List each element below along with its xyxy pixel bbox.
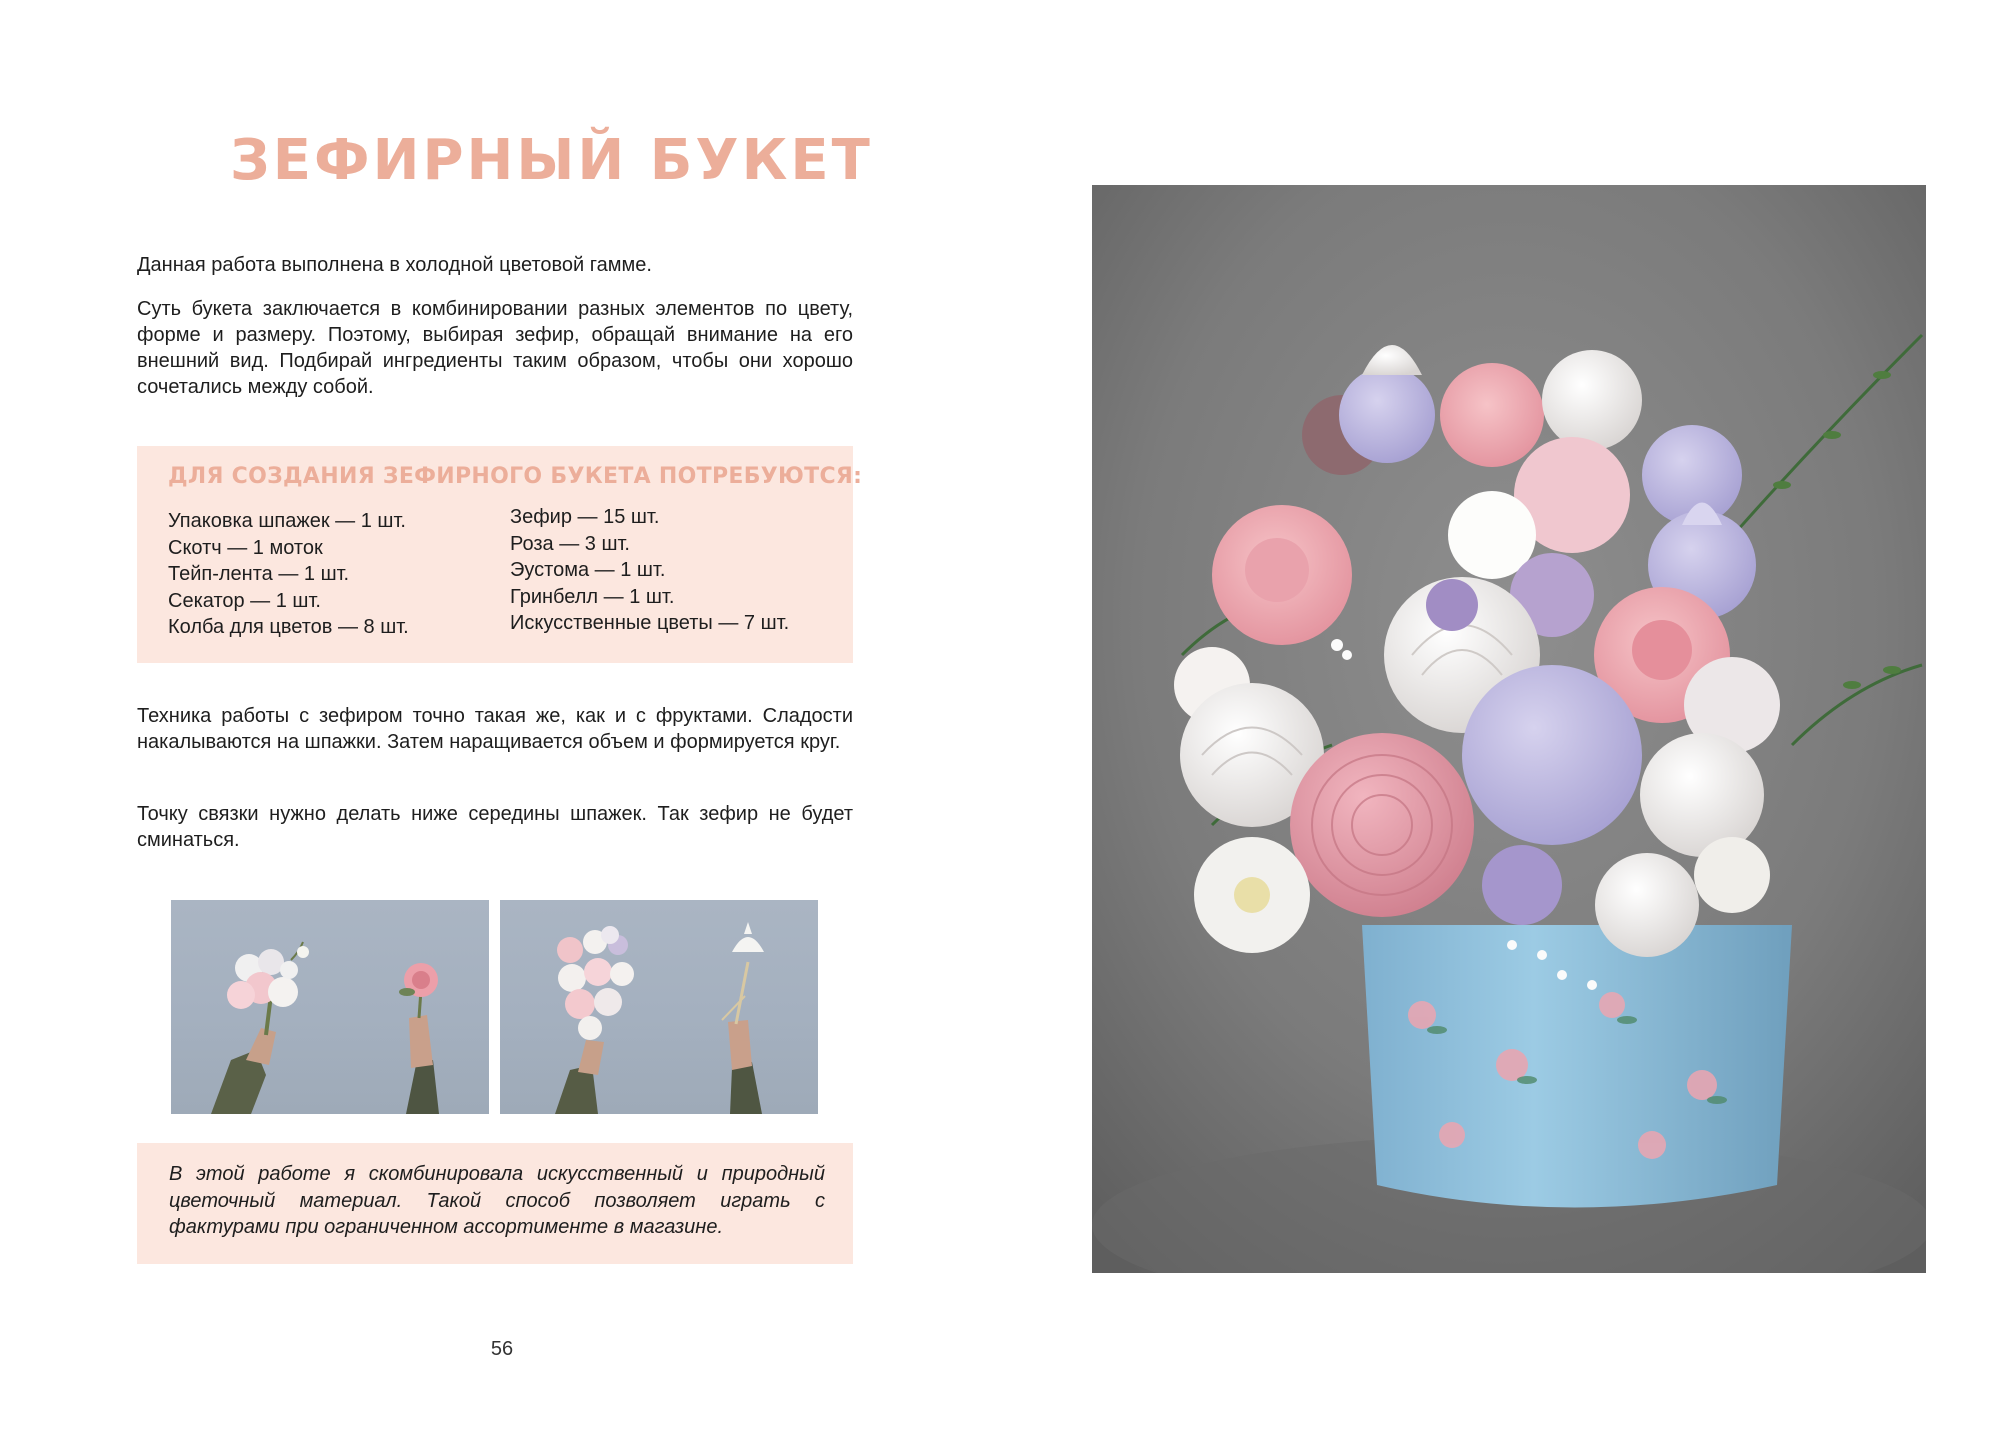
- list-item: Эустома — 1 шт.: [510, 559, 666, 581]
- page-number: 56: [490, 1338, 514, 1360]
- intro-paragraph-1: Данная работа выполнена в холодной цветовой гамме.: [137, 254, 652, 276]
- list-item: Зефир — 15 шт.: [510, 506, 660, 528]
- list-item: Тейп-лента — 1 шт.: [168, 563, 350, 585]
- bouquet-photo-illustration: [1092, 185, 1926, 1273]
- requirements-list-2: [510, 504, 789, 637]
- step-photo-2-illustration: [500, 900, 818, 1114]
- list-item: Гринбелл — 1 шт.: [510, 585, 675, 608]
- list-item: Упаковка шпажек — 1 шт.: [168, 510, 406, 532]
- requirements-box: [137, 446, 863, 663]
- right-page: [1000, 0, 2000, 1451]
- list-item: Скотч — 1 моток: [168, 536, 323, 559]
- intro-paragraph-2: Суть букета заключается в комбинировании разных элементов по цвету, форме и размеру. Поэтому, выбирая зефир, обращай внимание на его внешний вид. Подбирай ингредиенты таким образом, чтобы они хорошо сочетались между собой.: [137, 298, 853, 398]
- bouquet-photo: [1092, 185, 1926, 1273]
- requirements-heading: ДЛЯ СОЗДАНИЯ ЗЕФИРНОГО БУКЕТА ПОТРЕБУЮТСЯ:: [168, 464, 863, 489]
- author-note-box: [137, 1143, 853, 1264]
- page-title: ЗЕФИРНЫЙ БУКЕТ: [230, 128, 873, 193]
- requirements-list-1: [168, 508, 409, 641]
- list-item: Секатор — 1 шт.: [168, 589, 321, 612]
- author-note: В этой работе я скомбинировала искусственный и природный цветочный материал. Такой способ позволяет играть с фактурами при ограниченном ассортименте в магазине.: [169, 1163, 825, 1238]
- list-item: Роза — 3 шт.: [510, 532, 630, 555]
- step-photo-1-illustration: [171, 900, 489, 1114]
- step-photo-1: [171, 900, 489, 1114]
- technique-paragraph-2: Точку связки нужно делать ниже середины шпажек. Так зефир не будет сминаться.: [137, 803, 853, 851]
- list-item: Искусственные цветы — 7 шт.: [510, 612, 790, 634]
- list-item: Колба для цветов — 8 шт.: [168, 616, 409, 638]
- step-photo-2: [500, 900, 818, 1114]
- technique-paragraph-1: Техника работы с зефиром точно такая же, как и с фруктами. Сладости накалываются на шпажки. Затем наращивается объем и формируется круг.: [137, 705, 853, 753]
